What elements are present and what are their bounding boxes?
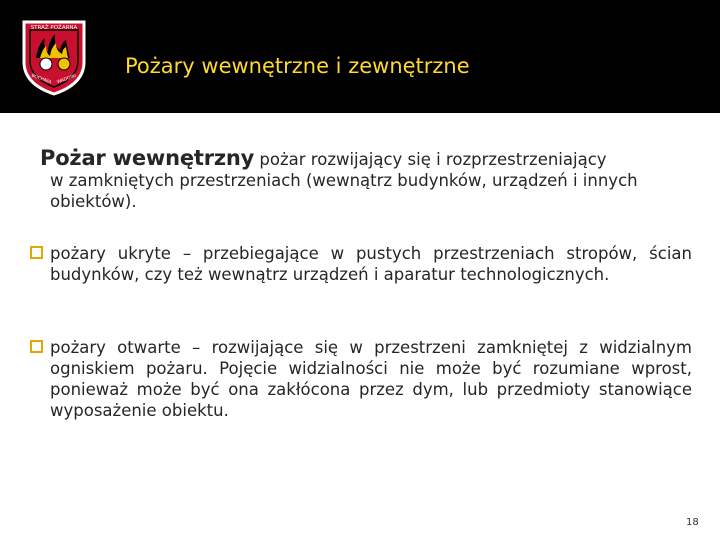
bullet-text: pożary ukryte – przebiegające w pustych przestrzeniach stropów, ścian budynków, czy też wewnątrz urządzeń i aparatur technologicznych. — [50, 244, 692, 284]
page-number: 18 — [686, 517, 699, 528]
slide-header — [0, 0, 720, 113]
definition-term: Pożar wewnętrzny — [40, 146, 255, 170]
definition-line1-rest: pożar rozwijający się i rozprzestrzeniający — [254, 150, 607, 169]
logo-bottom-right-text: WADOWI — [56, 73, 78, 86]
slide-title: Pożary wewnętrzne i zewnętrzne — [125, 54, 470, 78]
square-bullet-icon — [30, 340, 43, 353]
logo-top-text: STRAŻ POŻARNA — [30, 25, 78, 31]
definition-line — [40, 148, 700, 170]
logo-bottom-left-text: BOCHNIA — [30, 73, 52, 86]
bullet-item-hidden-fires — [30, 243, 692, 285]
fire-brigade-badge-logo — [18, 18, 90, 96]
definition-continuation: w zamkniętych przestrzeniach (wewnątrz budynków, urządzeń i innych obiektów). — [50, 171, 638, 211]
bullet-text: pożary otwarte – rozwijające się w przestrzeni zamkniętej z widzialnym ogniskiem pożaru. Pojęcie widzialności nie może być rozumiane wprost, ponieważ może być ona zakłócona przez dym, lub przedmioty stanowiące wyposażenie obiektu. — [50, 338, 692, 420]
bullet-item-open-fires — [30, 337, 692, 421]
definition-paragraph — [40, 148, 700, 212]
square-bullet-icon — [30, 246, 43, 259]
